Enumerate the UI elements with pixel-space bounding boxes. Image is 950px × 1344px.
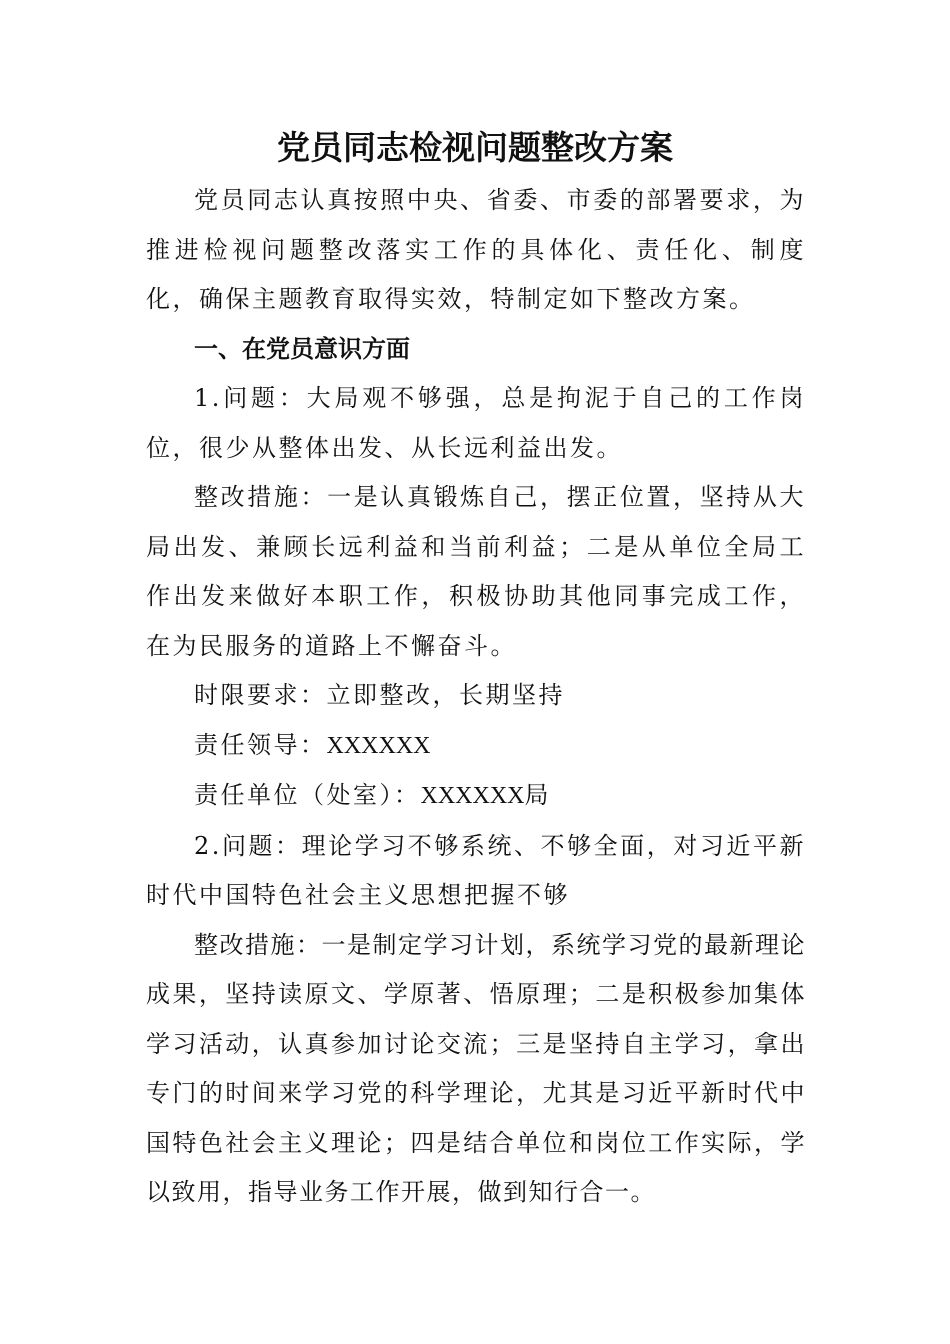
responsible-unit-value: XXXXXX [420,783,525,809]
responsible-leader-label: 责任领导： [194,730,327,759]
document-title: 党员同志检视问题整改方案 [277,128,673,167]
responsible-unit-label: 责任单位（处室）： [194,781,421,809]
deadline-1: 时限要求：立即整改，长期坚持 [194,681,565,709]
responsible-unit-suffix: 局 [524,781,551,809]
section-heading-party-awareness: 一、在党员意识方面 [194,334,410,363]
intro-paragraph: 党员同志认真按照中央、省委、市委的部署要求，为推进检视问题整改落实工作的具体化、责任化、制度化，确保主题教育取得实效，特制定如下整改方案。 [146,186,806,313]
document-page [146,120,806,1218]
responsible-leader-1 [146,721,806,772]
measures-2: 整改措施：一是制定学习计划，系统学习党的最新理论成果，坚持读原文、学原著、悟原理；二是积极参加集体学习活动，认真参加讨论交流；三是坚持自主学习，拿出专门的时间来学习党的科学理论，尤其是习近平新时代中国特色社会主义理论；四是结合单位和岗位工作实际，学以致用，指导业务工作开展，做到知行合一。 [146,930,806,1206]
problem-2: 2.问题：理论学习不够系统、不够全面，对习近平新时代中国特色社会主义思想把握不够 [146,831,806,909]
responsible-leader-value: XXXXXX [326,732,431,759]
measures-1: 整改措施：一是认真锻炼自己，摆正位置，坚持从大局出发、兼顾长远利益和当前利益；二是从单位全局工作出发来做好本职工作，积极协助其他同事完成工作，在为民服务的道路上不懈奋斗。 [146,483,806,660]
responsible-unit-1 [146,771,806,822]
problem-1: 1.问题：大局观不够强，总是拘泥于自己的工作岗位，很少从整体出发、从长远利益出发。 [146,384,806,462]
